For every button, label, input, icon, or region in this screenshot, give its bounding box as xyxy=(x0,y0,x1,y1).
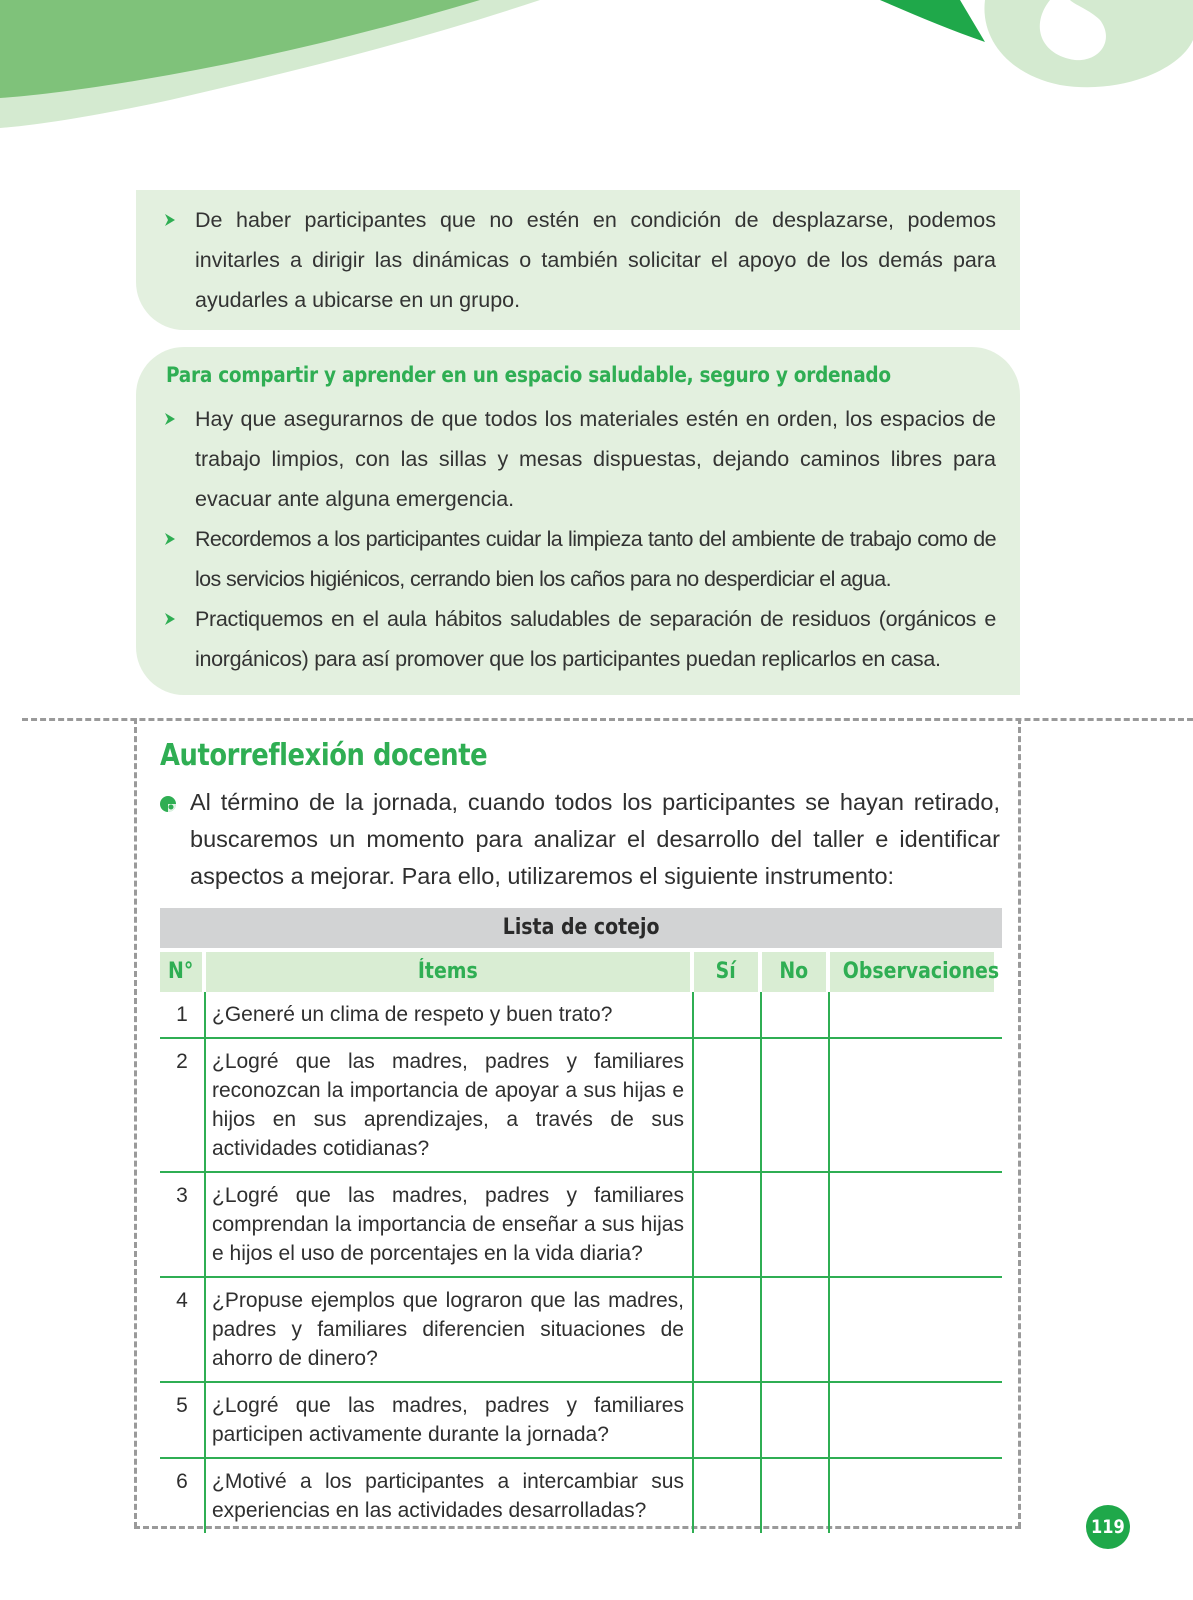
cell-no[interactable] xyxy=(762,1459,830,1533)
cell-si[interactable] xyxy=(694,992,762,1037)
cell-no[interactable] xyxy=(762,1039,830,1171)
tip-box-mobility xyxy=(136,190,1020,330)
list-item: Recordemos a los participantes cuidar la limpieza tanto del ambiente de trabajo como de los servicios higiénicos, cerrando bien los caños para no desperdiciar el agua. xyxy=(164,519,996,599)
table-body xyxy=(160,992,1002,1533)
table-row xyxy=(160,1459,1002,1533)
cell-si[interactable] xyxy=(694,1039,762,1171)
table-header xyxy=(160,952,1002,992)
row-number: 6 xyxy=(160,1459,206,1533)
row-item: ¿Propuse ejemplos que lograron que las madres, padres y familiares diferencien situaciones de ahorro de dinero? xyxy=(206,1278,694,1381)
tip-box-healthy-space xyxy=(136,347,1020,695)
cell-observaciones[interactable] xyxy=(830,1173,1002,1276)
list-item: Hay que asegurarnos de que todos los materiales estén en orden, los espacios de trabajo limpios, con las sillas y mesas dispuestas, dejando caminos libres para evacuar ante alguna emergencia. xyxy=(164,399,996,519)
section-title: Autorreflexión docente xyxy=(160,738,488,773)
table-row xyxy=(160,992,1002,1039)
checklist-table xyxy=(160,908,1002,1533)
cell-no[interactable] xyxy=(762,1173,830,1276)
row-item: ¿Logré que las madres, padres y familiares participen activamente durante la jornada? xyxy=(206,1383,694,1457)
bullet-circle-icon xyxy=(160,796,176,812)
table-row xyxy=(160,1039,1002,1173)
row-number: 5 xyxy=(160,1383,206,1457)
dashed-border-left xyxy=(134,718,137,1528)
table-row xyxy=(160,1173,1002,1278)
header-wave-decoration xyxy=(0,0,1193,140)
row-number: 4 xyxy=(160,1278,206,1381)
page-number-badge: 119 xyxy=(1086,1505,1130,1549)
row-number: 2 xyxy=(160,1039,206,1171)
dashed-border-right xyxy=(1018,718,1021,1528)
row-item: ¿Logré que las madres, padres y familiares reconozcan la importancia de apoyar a sus hijas e hijos en sus aprendizajes, a través de sus actividades cotidianas? xyxy=(206,1039,694,1171)
row-item: ¿Logré que las madres, padres y familiares comprendan la importancia de enseñar a sus hijas e hijos el uso de porcentajes en la vida diaria? xyxy=(206,1173,694,1276)
row-number: 3 xyxy=(160,1173,206,1276)
header-no: No xyxy=(762,952,826,992)
bullet-list xyxy=(164,200,996,320)
header-items: Ítems xyxy=(206,952,690,992)
row-item: ¿Motivé a los participantes a intercambiar sus experiencias en las actividades desarrolladas? xyxy=(206,1459,694,1533)
header-observaciones: Observaciones xyxy=(830,952,994,992)
cell-si[interactable] xyxy=(694,1383,762,1457)
chevron-right-icon xyxy=(164,532,176,546)
cell-observaciones[interactable] xyxy=(830,992,1002,1037)
list-item: Practiquemos en el aula hábitos saludables de separación de residuos (orgánicos e inorgánicos) para así promover que los participantes puedan replicarlos en casa. xyxy=(164,599,996,679)
box-title: Para compartir y aprender en un espacio saludable, seguro y ordenado xyxy=(166,363,891,387)
cell-observaciones[interactable] xyxy=(830,1039,1002,1171)
cell-si[interactable] xyxy=(694,1459,762,1533)
table-row xyxy=(160,1383,1002,1459)
chevron-right-icon xyxy=(164,213,176,227)
table-row xyxy=(160,1278,1002,1383)
chevron-right-icon xyxy=(164,612,176,626)
bullet-list xyxy=(164,399,996,679)
cell-no[interactable] xyxy=(762,992,830,1037)
cell-observaciones[interactable] xyxy=(830,1459,1002,1533)
row-number: 1 xyxy=(160,992,206,1037)
cell-si[interactable] xyxy=(694,1173,762,1276)
cell-observaciones[interactable] xyxy=(830,1383,1002,1457)
cell-observaciones[interactable] xyxy=(830,1278,1002,1381)
cell-no[interactable] xyxy=(762,1278,830,1381)
list-item: De haber participantes que no estén en condición de desplazarse, podemos invitarles a dirigir las dinámicas o también solicitar el apoyo de los demás para ayudarles a ubicarse en un grupo. xyxy=(164,200,996,320)
checklist-title: Lista de cotejo xyxy=(160,908,1002,948)
chevron-right-icon xyxy=(164,412,176,426)
header-num: N° xyxy=(160,952,202,992)
cell-si[interactable] xyxy=(694,1278,762,1381)
intro-paragraph: Al término de la jornada, cuando todos los participantes se hayan retirado, buscaremos un momento para analizar el desarrollo del taller e identificar aspectos a mejorar. Para ello, utilizaremos el siguiente instrumento: xyxy=(160,784,1000,895)
row-item: ¿Generé un clima de respeto y buen trato? xyxy=(206,992,694,1037)
cell-no[interactable] xyxy=(762,1383,830,1457)
header-si: Sí xyxy=(694,952,758,992)
